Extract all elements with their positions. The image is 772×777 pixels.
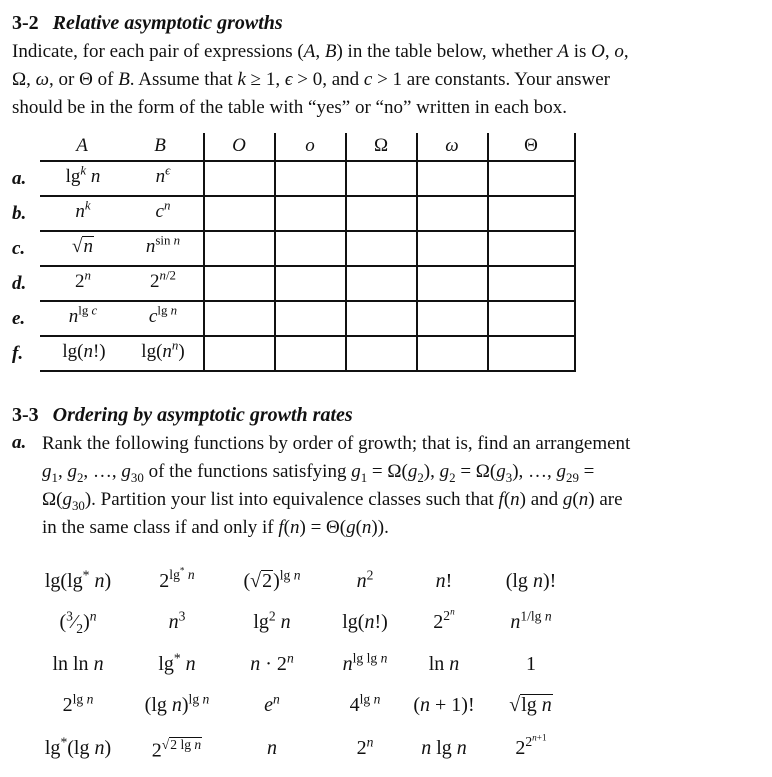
problem-3-2-line-1: Indicate, for each pair of expressions (A, B) in the table below, whether A is O, o, [12, 41, 629, 62]
function-item: ln ln n [52, 653, 104, 675]
col-header-theta: Θ [524, 135, 538, 156]
row-label-a: a. [12, 168, 27, 189]
col-header-little-omega: ω [445, 135, 459, 156]
col-header-little-o: o [305, 135, 315, 156]
function-item: $2^{√2 lg n}$ [151, 737, 202, 762]
row-label-e: e. [12, 308, 26, 329]
problem-3-2-line-3: should be in the form of the table with “yes” or “no” written in each box. [12, 97, 568, 118]
function-item: 2$^n$ [356, 734, 374, 759]
problem-number: 3-2 [12, 12, 39, 34]
cell-a-expr: $n^{lg c}$ [68, 302, 98, 327]
function-item: $2^{lg n}$ [62, 691, 94, 716]
function-item: (lg n)$^{lg n}$ [144, 691, 210, 716]
function-item: $e^n$ [264, 691, 280, 716]
function-item: (n + 1)! [413, 694, 475, 716]
cell-a-expr: √n [72, 236, 93, 257]
col-header-a: A [76, 135, 88, 156]
cell-b-expr: $\lg(n^n)$ [141, 337, 185, 362]
function-item: n! [435, 570, 453, 592]
function-item: $n^{lg lg n}$ [342, 650, 388, 675]
problem-number: 3-3 [12, 404, 39, 426]
function-item: $\lg^2 n$ [253, 608, 291, 633]
cell-b-expr: $c^{lg n}$ [148, 302, 178, 327]
function-item: lg* n [158, 650, 196, 675]
function-item: lg*(lg n) [44, 734, 112, 759]
problem-3-2-heading [12, 12, 283, 35]
cell-a-expr: 2$^n$ [75, 267, 91, 292]
cell-b-expr: $c^n$ [155, 197, 171, 222]
problem-3-3-line-3: $\Omega(g_{30})$. Partition your list into equivalence classes such that f(n) and g(n) are [42, 489, 623, 513]
function-item: $2^{lg^* n}$ [159, 565, 195, 592]
cell-a-expr: $\lg^k n$ [65, 162, 101, 187]
col-header-big-o: O [232, 135, 246, 156]
problem-3-2-line-2: Ω, ω, or Θ of B. Assume that k ≥ 1, ϵ > 0, and c > 1 are constants. Your answer [12, 69, 610, 90]
cell-b-expr: $n^\epsilon$ [155, 162, 171, 187]
problem-3-3-line-1: Rank the following functions by order of growth; that is, find an arrangement [42, 433, 631, 454]
part-label-a: a. [12, 432, 27, 453]
problem-3-3-heading [12, 404, 353, 427]
function-item: $n \cdot 2^n$ [250, 650, 294, 675]
function-item: $n^{1/lg n}$ [510, 608, 552, 633]
function-item: $4^{lg n}$ [349, 691, 381, 716]
problem-3-3-line-4: in the same class if and only if f(n) = Θ(g(n)). [42, 517, 389, 538]
function-item: ln n [428, 653, 460, 675]
function-item: (lg n)! [505, 570, 557, 592]
function-item: $(^3⁄_2)^n$ [59, 608, 97, 636]
cell-b-expr: $2^{n/2}$ [150, 267, 176, 292]
row-label-d: d. [12, 273, 27, 294]
function-item: $(√2)^{lg n}$ [243, 567, 301, 592]
answer-boxes[interactable] [204, 162, 574, 370]
function-item: $2^{2^{n+1}}$ [515, 732, 547, 759]
problem-title: Relative asymptotic growths [52, 12, 283, 34]
problem-title: Ordering by asymptotic growth rates [52, 404, 353, 426]
function-item: $2^{2^n}$ [433, 606, 455, 633]
col-header-b: B [154, 135, 166, 156]
col-header-big-omega: Ω [373, 135, 389, 156]
function-item: lg(lg* n) [44, 567, 112, 592]
problem-3-3-line-2: $g_1$, $g_2$, …, $g_{30}$ of the functions satisfying $g_1 = \Omega(g_2)$, $g_2 = \Omega(g_3)$, …, $g_{29}$ = [42, 461, 595, 485]
row-label-c: c. [12, 238, 26, 259]
row-label-b: b. [12, 203, 27, 224]
function-item: n [267, 737, 277, 759]
function-item: 1 [526, 653, 536, 675]
function-item: $n^3$ [168, 608, 186, 633]
function-item: lg(n!) [342, 611, 388, 633]
cell-b-expr: $n^{sin n}$ [145, 232, 181, 257]
cell-a-expr: $n^k$ [75, 197, 91, 222]
function-item: n lg n [421, 737, 467, 759]
cell-a-expr: lg(n!) [62, 341, 106, 362]
function-item: $n^2$ [356, 567, 374, 592]
function-item: √lg n [509, 694, 552, 716]
row-label-f: f. [12, 343, 24, 364]
